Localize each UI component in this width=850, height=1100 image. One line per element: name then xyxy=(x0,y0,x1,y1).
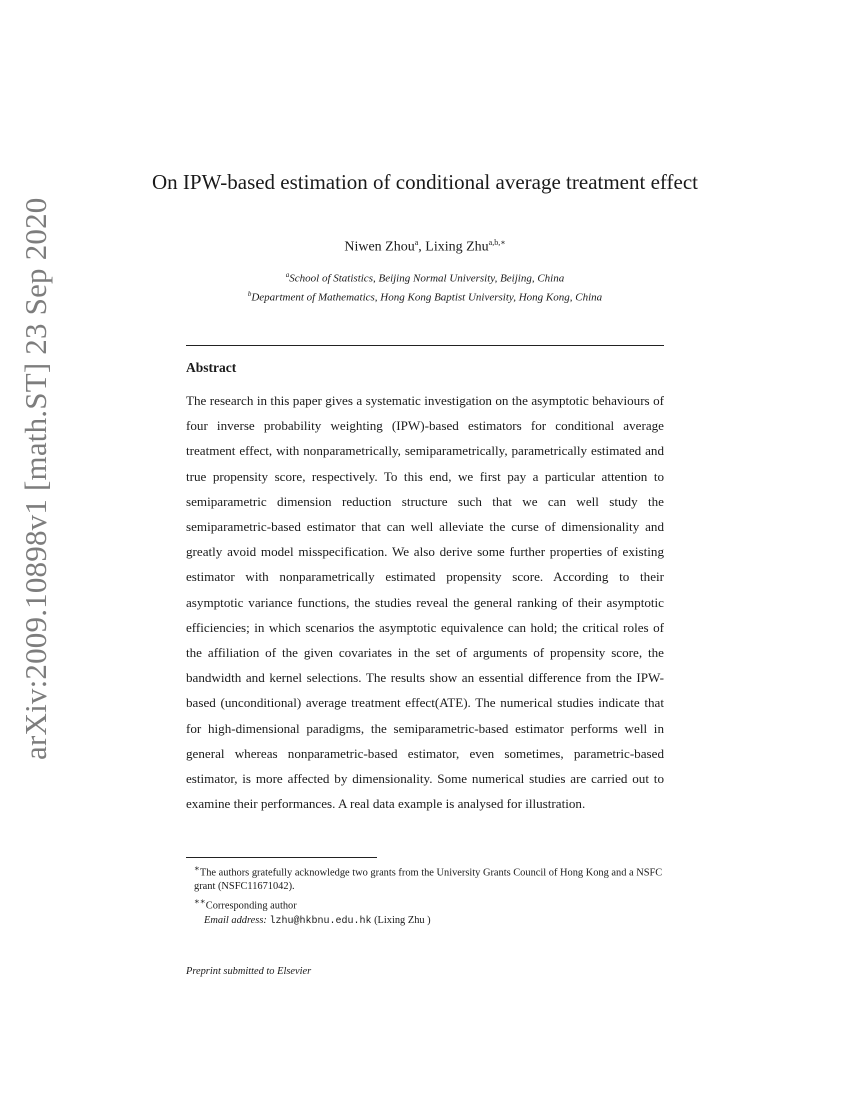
affiliation-line xyxy=(150,268,700,287)
affiliation-line xyxy=(150,287,700,306)
affiliation-text: School of Statistics, Beijing Normal University, Beijing, China xyxy=(289,272,565,285)
footnote-text: Corresponding author xyxy=(205,900,297,912)
arxiv-identifier-stamp: arXiv:2009.10898v1 [math.ST] 23 Sep 2020 xyxy=(18,197,53,760)
author-separator: , xyxy=(418,239,426,255)
author-affiliation-mark: a xyxy=(414,238,419,247)
preprint-footer: Preprint submitted to Elsevier xyxy=(186,966,312,977)
affiliation-mark: a xyxy=(285,271,290,279)
affiliation-mark: b xyxy=(247,289,252,298)
footnote-mark: ∗ xyxy=(194,863,200,873)
abstract-heading: Abstract xyxy=(186,360,237,375)
email-owner: (Lixing Zhu ) xyxy=(374,914,431,926)
footnote-text: The authors gratefully acknowledge two grants from the University Grants Council of Hong Kong and a NSFC grant (NSFC11671042). xyxy=(194,867,663,893)
affiliation-text: Department of Mathematics, Hong Kong Baptist University, Hong Kong, China xyxy=(251,291,603,304)
abstract-top-rule xyxy=(186,345,664,346)
author-affiliation-mark: a,b,∗ xyxy=(488,238,506,247)
email-label: Email address: xyxy=(204,914,267,926)
footnote-corresponding xyxy=(186,894,664,913)
paper-title: On IPW-based estimation of conditional average treatment effect xyxy=(152,170,698,194)
email-address-link[interactable]: lzhu@hkbnu.edu.hk xyxy=(269,915,372,927)
footnote-grant xyxy=(186,861,664,894)
footnote-rule xyxy=(186,857,377,858)
author-name: Niwen Zhou xyxy=(344,239,415,255)
footnote-mark: ∗∗ xyxy=(194,896,206,907)
footnotes xyxy=(186,861,664,929)
abstract-body: The research in this paper gives a systematic investigation on the asymptotic behaviours of four inverse probability weighting (IPW)-based estimators for conditional average treatment effect, with nonparametrically, semiparametrically, parametrically estimated and true propensity score, respectively. To this end, we first pay a particular attention to semiparametric dimension reduction structure such that we can well study the semiparametric-based estimator that can well alleviate the curse of dimensionality and greatly avoid model misspecification. We also derive some further properties of existing estimator with nonparametrically estimated propensity score. According to their asymptotic variance functions, the studies reveal the general ranking of their asymptotic efficiencies; in which scenarios the asymptotic equivalence can hold; the critical roles of the affiliation of the given covariates in the set of arguments of propensity score, the bandwidth and kernel selections. The results show an essential difference from the IPW-based (unconditional) average treatment effect(ATE). The numerical studies indicate that for high-dimensional paradigms, the semiparametric-based estimator performs well in general whereas nonparametric-based estimator, even sometimes, parametric-based estimator, is more affected by dimensionality. Some numerical studies are carried out to examine their performances. A real data example is analysed for illustration. xyxy=(186,393,664,812)
author-line xyxy=(150,238,700,256)
footnote-email-line xyxy=(186,914,664,929)
affiliations xyxy=(150,268,700,305)
author-name: Lixing Zhu xyxy=(425,239,489,255)
